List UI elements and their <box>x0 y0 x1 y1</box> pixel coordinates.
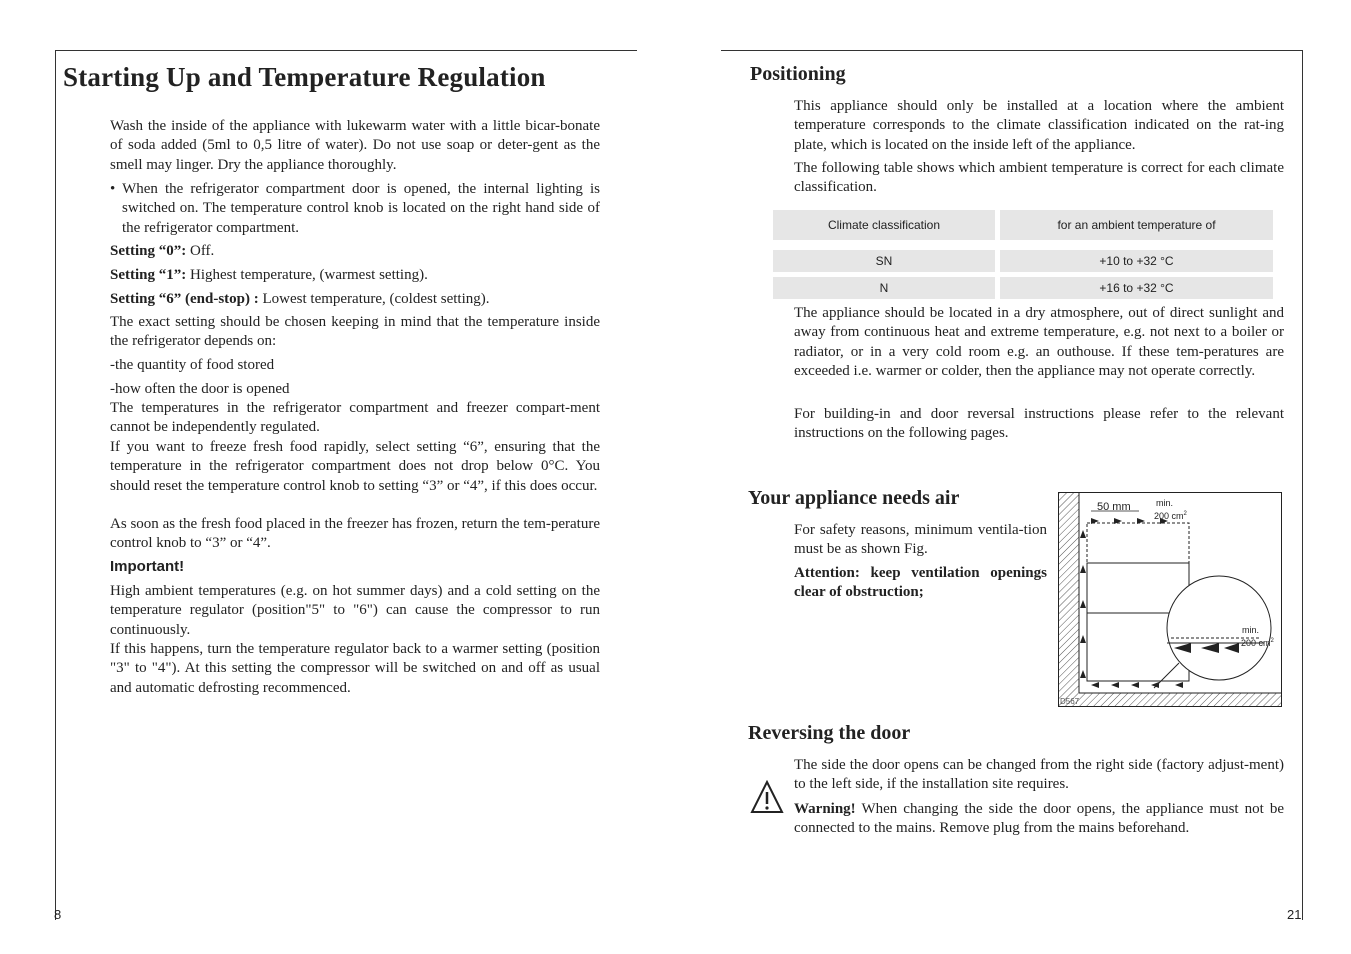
door-heading: Reversing the door <box>748 722 911 744</box>
positioning-paragraph-2: The following table shows which ambient temperature is correct for each climate classification. <box>794 160 1284 196</box>
frozen-paragraph: As soon as the fresh food placed in the freezer has frozen, return the tem-perature control knob to “3” or “4”. <box>110 516 600 552</box>
floor-hatch <box>1079 693 1282 707</box>
setting-6-label: Setting “6” (end-stop) : <box>110 291 259 307</box>
if-happens-paragraph: If this happens, turn the temperature regulator back to a warmer setting (position "3" to "4"). At this setting the compressor will be switched on and off as usual and automatic defrosting recommenced. <box>110 641 600 696</box>
label-200-bottom-sup: 2 <box>1270 638 1274 644</box>
setting-1 <box>110 266 600 285</box>
label-200-bottom <box>1241 638 1274 648</box>
air-paragraph-2: Attention: keep ventilation openings clear of obstruction; <box>794 565 1047 601</box>
table-row-n-temp: +16 to +32 °C <box>1000 277 1273 299</box>
setting-1-label: Setting “1”: <box>110 267 187 283</box>
table-header-climate: Climate classification <box>773 210 995 240</box>
dependency-1: -the quantity of food stored <box>110 357 275 373</box>
right-top-rule <box>721 50 1303 51</box>
warning-text: When changing the side the door opens, the appliance must not be connected to the mains. Remove plug from the mains beforehand. <box>794 801 1284 837</box>
setting-1-text: Highest temperature, (warmest setting). <box>186 267 428 283</box>
label-200-top-sup: 2 <box>1183 511 1187 517</box>
label-200-bottom-text: 200 cm <box>1241 638 1271 648</box>
positioning-heading: Positioning <box>750 63 846 85</box>
independent-paragraph: The temperatures in the refrigerator compartment and freezer compart-ment cannot be independently regulated. <box>110 400 600 436</box>
bottom-airflow-arrows <box>1091 682 1183 688</box>
warning-icon <box>750 780 784 819</box>
table-row-sn-class: SN <box>773 250 995 272</box>
page-title: Starting Up and Temperature Regulation <box>63 62 546 92</box>
setting-0 <box>110 242 600 261</box>
positioning-paragraph-1: This appliance should only be installed at a location where the ambient temperature corresponds to the climate classification indicated on the rat-ing plate, which is located on the inside left of the appliance. <box>794 98 1284 153</box>
exact-setting-paragraph: The exact setting should be chosen keeping in mind that the temperature inside the refrigerator depends on: <box>110 314 600 350</box>
dependency-2: -how often the door is opened <box>110 381 290 397</box>
setting-0-text: Off. <box>186 243 215 259</box>
label-200-top <box>1154 511 1187 521</box>
left-page-number: 8 <box>54 907 62 922</box>
air-heading: Your appliance needs air <box>748 487 960 509</box>
door-paragraph: The side the door opens can be changed from the right side (factory adjust-ment) to the left side, if the installation site requires. <box>794 757 1284 793</box>
freeze-paragraph: If you want to freeze fresh food rapidly, select setting “6”, ensuring that the temperature in the refrigerator compartment does not drop below 0°C. You should reset the temperature control knob to setting “3” or “4”, if this does occur. <box>110 439 600 494</box>
left-top-rule <box>55 50 637 51</box>
positioning-paragraph-4: For building-in and door reversal instructions please refer to the relevant instructions on the following pages. <box>794 406 1284 442</box>
table-row-n-class: N <box>773 277 995 299</box>
ventilation-figure <box>1058 492 1282 707</box>
right-side-rule <box>1302 50 1303 920</box>
warning-label: Warning! <box>794 801 856 817</box>
table-header-temperature: for an ambient temperature of <box>1000 210 1273 240</box>
table-row-sn-temp: +10 to +32 °C <box>1000 250 1273 272</box>
figure-code: D567 <box>1060 697 1080 706</box>
ventilation-diagram <box>1059 493 1282 707</box>
setting-0-label: Setting “0”: <box>110 243 187 259</box>
warning-paragraph <box>794 800 1284 839</box>
wall-hatch <box>1059 493 1079 707</box>
setting-6-text: Lowest temperature, (coldest setting). <box>258 291 490 307</box>
setting-6 <box>110 290 600 309</box>
label-min-bottom: min. <box>1242 625 1260 635</box>
lighting-bullet: • When the refrigerator compartment door is opened, the internal lighting is switched on. The temperature control knob is located on the right hand side of the refrigerator compartment. <box>110 181 600 236</box>
right-page-number: 21 <box>1287 907 1302 922</box>
side-airflow-arrows <box>1080 530 1086 678</box>
label-min-top: min. <box>1156 498 1174 508</box>
label-200-top-text: 200 cm <box>1154 511 1184 521</box>
high-temperature-paragraph: High ambient temperatures (e.g. on hot summer days) and a cold setting on the temperature regulator (position"5" to "6") can cause the compressor to run continuously. <box>110 583 600 638</box>
intro-paragraph: Wash the inside of the appliance with lukewarm water with a little bicar-bonate of soda added (5ml to 0,5 litre of water). Do not use soap or deter-gent as the smell may linger. Dry the appliance thoroughly. <box>110 118 600 173</box>
air-paragraph-1: For safety reasons, minimum ventila-tion must be as shown Fig. <box>794 522 1047 558</box>
label-50mm: 50 mm <box>1097 501 1131 513</box>
positioning-paragraph-3: The appliance should be located in a dry atmosphere, out of direct sunlight and away from continuous heat and extreme temperature, e.g. not next to a boiler or radiator, or in a very cold room e.g. an outhouse. If these tem-peratures are exceeded i.e. warmer or colder, then the appliance may not operate correctly. <box>794 305 1284 380</box>
warning-triangle <box>750 780 784 814</box>
left-side-rule <box>55 50 56 920</box>
important-heading: Important! <box>110 558 185 575</box>
